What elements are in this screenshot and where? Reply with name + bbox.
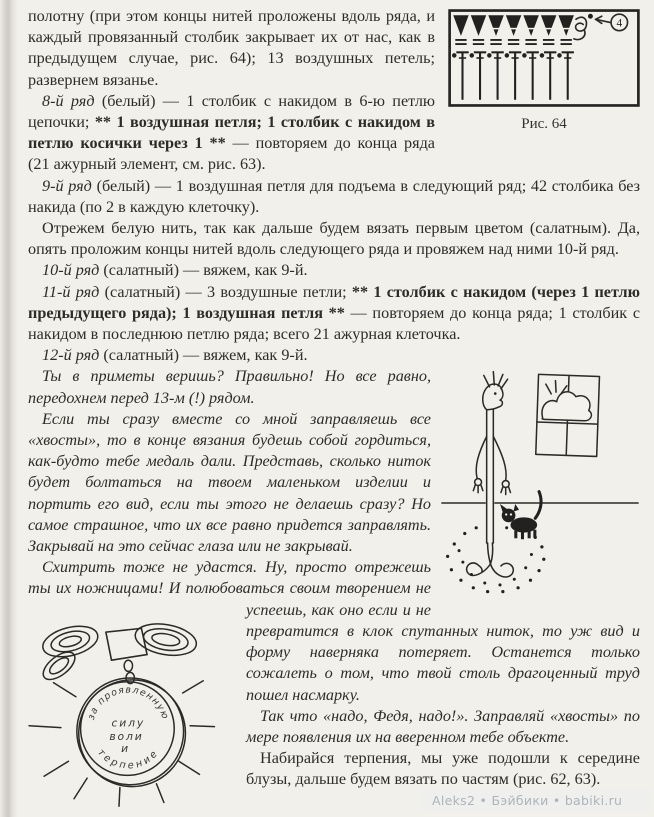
- row-10-text: (салатный) — вяжем, как 9-й.: [99, 261, 308, 280]
- watermark-badge: Aleks2 • Бэйбики • babiki.ru: [420, 790, 650, 812]
- row-12-label: 12-й ряд: [42, 346, 100, 365]
- medal-text-bottom: терпение: [95, 746, 162, 772]
- paragraph-row-9: [28, 176, 640, 218]
- eye: [494, 393, 497, 396]
- chart-end-dot: [588, 14, 593, 19]
- cut-thread-text: Отрежем белую нить, так как дальше будем вязать первым цветом (салатным). Да, опять проложим концы нитей вдоль следующего ряда и провяжем над ними 10-й ряд.: [28, 219, 640, 259]
- row-12-text: (салатный) — вяжем, как 9-й.: [99, 346, 308, 365]
- story-3-text-a: Схитрить тоже не удастся. Ну, просто отрежешь ты их ножницами! И полюбоваться своим: [28, 558, 431, 598]
- row-8-tail: — повторяем до конца ряда (21 ажурный элемент, см. рис. 63).: [28, 134, 435, 174]
- legs: [488, 544, 493, 565]
- paragraph-row-12: [28, 345, 640, 366]
- paragraph-row-11: [28, 282, 640, 346]
- row-8-bold: ** 1 воздушная петля; 1 столбик с накидом в петлю косички через 1 **: [28, 113, 435, 153]
- chart-callout-number: 4: [616, 17, 623, 30]
- paragraph-cut-thread: [28, 218, 640, 260]
- row-10-label: 10-й ряд: [42, 261, 100, 280]
- tall-figure-illustration: [440, 368, 640, 600]
- chart-triangle-row: [453, 15, 574, 44]
- row-11-text: (салатный) — 3 воздушные петли;: [99, 282, 352, 301]
- chart-turn-curl-icon: [574, 17, 587, 39]
- paragraph-1-text: полотну (при этом концы нитей проложены вдоль ряда, и каждый провязанный столбик закрывает их от нас, как в предыдущем случае, рис. 64); 13 воздушных петель; развернем вязанье.: [28, 7, 435, 89]
- medal-text-mid2: воли: [109, 729, 144, 743]
- medal-illustration: [16, 604, 236, 810]
- row-8-label: 8-й ряд: [42, 91, 95, 110]
- window-icon: [536, 375, 600, 457]
- tall-figure-icon: [440, 368, 640, 600]
- story-2-text: Если ты сразу вместе со мной заправляешь все «хвосты», то в конце вязания будешь собой гордиться, как-будто тебе медаль дали. Представь, сколько ниток будет болтаться на твоем маленьком изделии и портить его вид, если ты этого не делаешь сразу? Но самое страшное, что их все равно придется заправлять. Закрывай на это сейчас глаза или не закрывай.: [28, 409, 431, 556]
- left-arm: [476, 437, 486, 479]
- tree-icon: [542, 381, 593, 422]
- left-foot-loop: [467, 563, 491, 576]
- row-9-text: (белый) — 1 воздушная петля для подъема в следующий ряд; 42 столбика без накида (по 2 в каждую клеточку).: [28, 176, 641, 216]
- right-foot-loop: [490, 564, 513, 578]
- figure-64-caption: Рис. 64: [521, 116, 567, 132]
- row-11-label: 11-й ряд: [42, 282, 100, 301]
- chart-callout-arrow: [596, 16, 610, 23]
- bow-icon: [39, 619, 199, 684]
- cat-tail: [535, 492, 541, 519]
- chart-stitch-row: [452, 52, 574, 99]
- figure-64: [448, 9, 640, 133]
- head: [483, 385, 503, 411]
- medal-text-mid1: силу: [111, 716, 146, 730]
- row-11-tail: — повторяем до конца ряда; 1 столбик с накидом в последнюю петлю ряда; всего 21 ажурная клеточка.: [28, 303, 641, 344]
- final-text: Набирайся терпения, мы уже подошли к середине блузы, дальше будем вязать по частям (рис. 62, 63).: [246, 749, 640, 789]
- row-9-label: 9-й ряд: [42, 176, 92, 195]
- text-column: [28, 6, 640, 810]
- story-3-text-b: творением не успеешь, как оно если и не превратится в клок спутанных ниток, то уж вид и форму наверняка потеряет. Останется только сожалеть о том, что твой столь драгоценный труд пошел насмарку.: [246, 579, 640, 704]
- medal-icon: [16, 604, 236, 810]
- person-icon: [467, 372, 514, 577]
- cat-icon: [500, 492, 541, 540]
- row-8-text: (белый) — 1 столбик с накидом в 6-ю петлю цепочки;: [28, 91, 435, 132]
- medal-text-mid3: и: [121, 741, 129, 755]
- medal-text-top: за проявленную: [85, 684, 171, 722]
- story-1-text: Ты в приметы веришь? Правильно! Но все равно, передохнем перед 13-м (!) рядом.: [28, 367, 431, 407]
- story-4-text: Так что «надо, Федя, надо!». Заправляй «хвосты» по мере появления их на вверенном тебе объекте.: [246, 706, 640, 746]
- crochet-chart-icon: [448, 9, 640, 107]
- paragraph-row-10: [28, 260, 640, 281]
- right-arm: [493, 437, 506, 481]
- row-11-bold: ** 1 столбик с накидом (через 1 петлю предыдущего ряда); 1 воздушная петля **: [28, 282, 640, 322]
